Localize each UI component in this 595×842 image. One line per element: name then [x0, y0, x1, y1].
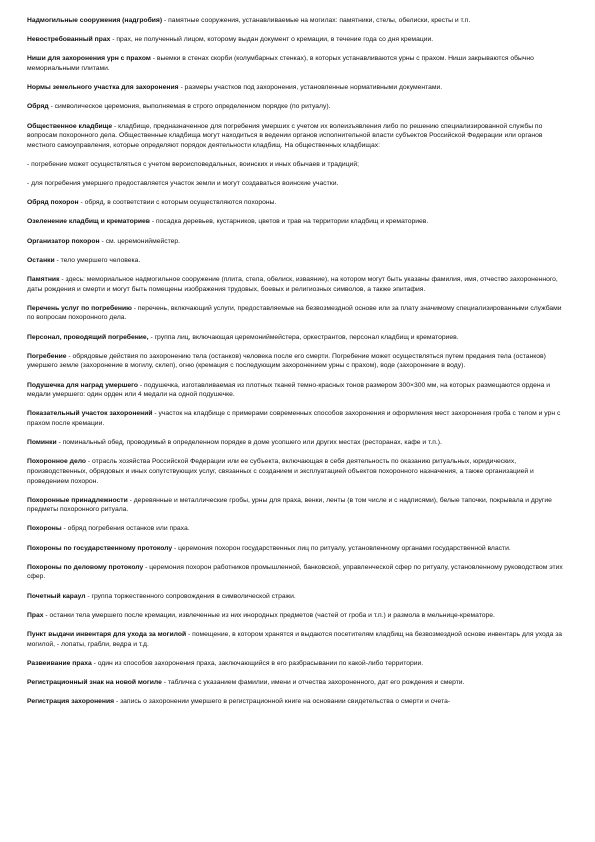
glossary-entry	[27, 304, 568, 323]
entry-definition: - выемки в стенах скорби (колумбарных стенках), в которых устанавливаются урны с прахом. Ниши закрываются обычно мемориальными плитами.	[27, 55, 534, 72]
entry-definition: - см. церемониймейстер.	[99, 237, 181, 245]
glossary-entry	[27, 179, 568, 189]
entry-definition: - табличка с указанием фамилии, имени и отчества захороненного, дат его рождения и смерти.	[161, 678, 465, 686]
entry-definition: - поминальный обед, проводимый в определенном порядке в доме усопшего или других местах (ресторанах, кафе и т.п.).	[56, 439, 442, 447]
glossary-entry	[27, 217, 568, 227]
glossary-entry	[27, 438, 568, 448]
glossary-entry	[27, 16, 568, 26]
entry-definition: - кладбище, предназначенное для погребения умерших с учетом их волеизъявления либо по решению специализированной службы по вопросам похоронного дела. Общественные кладбища могут находиться в ведении органов исполнительной власти субъектов Российской Федерации или органов местного самоуправления, которые определяют порядок деятельности кладбищ. На общественных кладбищах:	[27, 122, 543, 149]
glossary-entry	[27, 256, 568, 266]
entry-term: Останки	[27, 256, 55, 264]
entry-term: Погребение	[27, 352, 67, 360]
entry-definition: - обряд погребения останков или праха.	[61, 525, 190, 533]
glossary-entry	[27, 275, 568, 294]
entry-term: Похоронные принадлежности	[27, 496, 128, 504]
entry-definition: - посадка деревьев, кустарников, цветов и трав на территории кладбищ и крематориев.	[149, 218, 429, 226]
entry-definition: - обрядовые действия по захоронению тела (останков) человека после его смерти. Погребение может осуществляться путем предания тела (останков) умершего земле (захоронение в могилу, склеп), огню (кремация с последующим захоронением урны с прахом), воде (захоронение в воду).	[27, 352, 546, 370]
entry-term: Пункт выдачи инвентаря для ухода за могилой	[27, 631, 187, 638]
entry-definition: - группа лиц, включающая церемониймейстера, оркестрантов, персонал кладбищ и крематориев.	[148, 333, 459, 341]
entry-term: Невостребованный прах	[27, 36, 111, 44]
entry-definition: - помещение, в котором хранятся и выдаются посетителям кладбищ на безвозмездной основе инвентарь для ухода за могилой, - лопаты, грабли, ведра и т.д.	[27, 631, 563, 648]
glossary-entry	[27, 630, 568, 649]
glossary-entry	[27, 160, 568, 170]
entry-term: Организатор похорон	[27, 237, 100, 245]
entry-definition: - тело умершего человека.	[54, 256, 141, 264]
entry-term: Ниши для захоронения урн с прахом	[27, 55, 151, 63]
entry-definition: - прах, не полученный лицом, которому выдан документ о кремации, в течение года со дня кремации.	[110, 36, 434, 44]
entry-term: Озеленение кладбищ и крематориев	[27, 218, 150, 226]
glossary-entry	[27, 198, 568, 208]
entry-term: Нормы земельного участка для захоронения	[27, 84, 179, 92]
entry-term: Регистрация захоронения	[27, 698, 115, 706]
entry-term: Похоронное дело	[27, 458, 87, 466]
entry-definition: - церемония похорон государственных лиц по ритуалу, установленному органами государственной власти.	[172, 544, 511, 552]
entry-term: Прах	[27, 611, 44, 619]
glossary-entry	[27, 592, 568, 602]
entry-definition: - подушечка, изготавливаемая из плотных тканей темно-красных тонов размером 300×300 мм, на которых размещаются ордена и медали умершего: один орден или 4 медали на одной подушечке.	[27, 381, 550, 399]
entry-term: Почетный караул	[27, 592, 86, 600]
entry-definition: - деревянные и металлические гробы, урны для праха, венки, ленты (в том числе и с надписями), белые тапочки, покрывала и другие предметы похоронного ритуала.	[27, 496, 552, 514]
glossary-entry	[27, 659, 568, 669]
entry-term: Обряд	[27, 103, 49, 111]
entry-term: Поминки	[27, 439, 57, 447]
entry-term: Обряд похорон	[27, 199, 79, 207]
entry-term: Похороны по государственному протоколу	[27, 544, 173, 552]
glossary-entry	[27, 496, 568, 515]
entry-term: Похороны	[27, 525, 62, 533]
entry-definition: - запись о захоронении умершего в регистрационной книге на основании свидетельства о смерти и счета-	[114, 698, 451, 706]
entry-definition: - церемония похорон работников промышленной, банковской, управленческой сфер по ритуалу, установленному руководством этих сфер.	[27, 563, 563, 581]
glossary-entry	[27, 35, 568, 45]
entry-term: Регистрационный знак на новой могиле	[27, 678, 162, 686]
glossary-entry	[27, 457, 568, 486]
entry-term: Надмогильные сооружения (надгробия)	[27, 17, 163, 24]
glossary-entry	[27, 102, 568, 112]
glossary-entry	[27, 333, 568, 343]
glossary-entry	[27, 544, 568, 554]
entry-definition: - останки тела умершего после кремации, извлеченные из них инородных предметов (частей от гроба и т.п.) и размола в мельнице-крематоре.	[43, 611, 495, 619]
glossary-entry	[27, 409, 568, 428]
entry-definition: - участок на кладбище с примерами современных способов захоронения и оформления мест захоронения гроба с телом и урн с прахом после кремации.	[27, 410, 561, 427]
glossary	[27, 16, 568, 707]
entry-term: Памятник	[27, 276, 60, 284]
entry-definition: - один из способов захоронения праха, заключающийся в его разбрасывании по какой-либо территории.	[91, 659, 424, 667]
glossary-entry	[27, 83, 568, 93]
entry-definition: - символическое церемония, выполняемая в строго определенном порядке (по ритуалу).	[48, 103, 331, 111]
entry-term: Похороны по деловому протоколу	[27, 563, 144, 571]
entry-definition: - группа торжественного сопровождения в символической стражи.	[85, 592, 296, 600]
entry-definition: - размеры участков под захоронения, установленные нормативными документами.	[178, 84, 443, 92]
glossary-entry	[27, 54, 568, 73]
glossary-entry	[27, 611, 568, 621]
entry-definition: - отрасль хозяйства Российской Федерации или ее субъекта, включающая в себя деятельность по оказанию ритуальных, юридических, производственных, обрядовых и иных сопутствующих услуг, связанных с созданием и эксплуатацией объектов похоронного назначения, а также организацией и проведением похорон.	[27, 458, 534, 485]
entry-definition: - здесь: мемориальное надмогильное сооружение (плита, стела, обелиск, изваяние), на котором могут быть указаны фамилия, имя, отчество захороненного, даты рождения и смерти и могут быть помещены изображения трудовых, боевых и религиозных символов, а также эпитафия.	[27, 276, 558, 293]
glossary-entry	[27, 697, 568, 707]
glossary-entry	[27, 237, 568, 247]
entry-definition: - обряд, в соответствии с которым осуществляются похороны.	[78, 199, 277, 207]
entry-term: Развеивание праха	[27, 659, 92, 667]
entry-term: Подушечка для наград умершего	[27, 381, 138, 389]
glossary-entry	[27, 524, 568, 534]
glossary-entry	[27, 352, 568, 371]
entry-term: Перечень услуг по погребению	[27, 304, 132, 312]
entry-definition: - перечень, включающий услуги, предоставляемые на безвозмездной основе или за плату значимому специализированными службами по вопросам похоронного дела.	[27, 304, 562, 322]
entry-definition: - погребение может осуществляться с учетом вероисповедальных, воинских и иных обычаев и традиций;	[27, 160, 359, 168]
entry-definition: - для погребения умершего предоставляется участок земли и могут создаваться воинские участки.	[27, 180, 339, 188]
entry-definition: - памятные сооружения, устанавливаемые на могилах: памятники, стелы, обелиски, кресты и т.п.	[162, 17, 471, 24]
entry-term: Показательный участок захоронений	[27, 410, 153, 418]
entry-term: Общественное кладбище	[27, 122, 113, 130]
glossary-entry	[27, 381, 568, 400]
entry-term: Персонал, проводящий погребение,	[27, 333, 149, 341]
glossary-entry	[27, 563, 568, 582]
glossary-entry	[27, 678, 568, 688]
glossary-entry	[27, 122, 568, 151]
